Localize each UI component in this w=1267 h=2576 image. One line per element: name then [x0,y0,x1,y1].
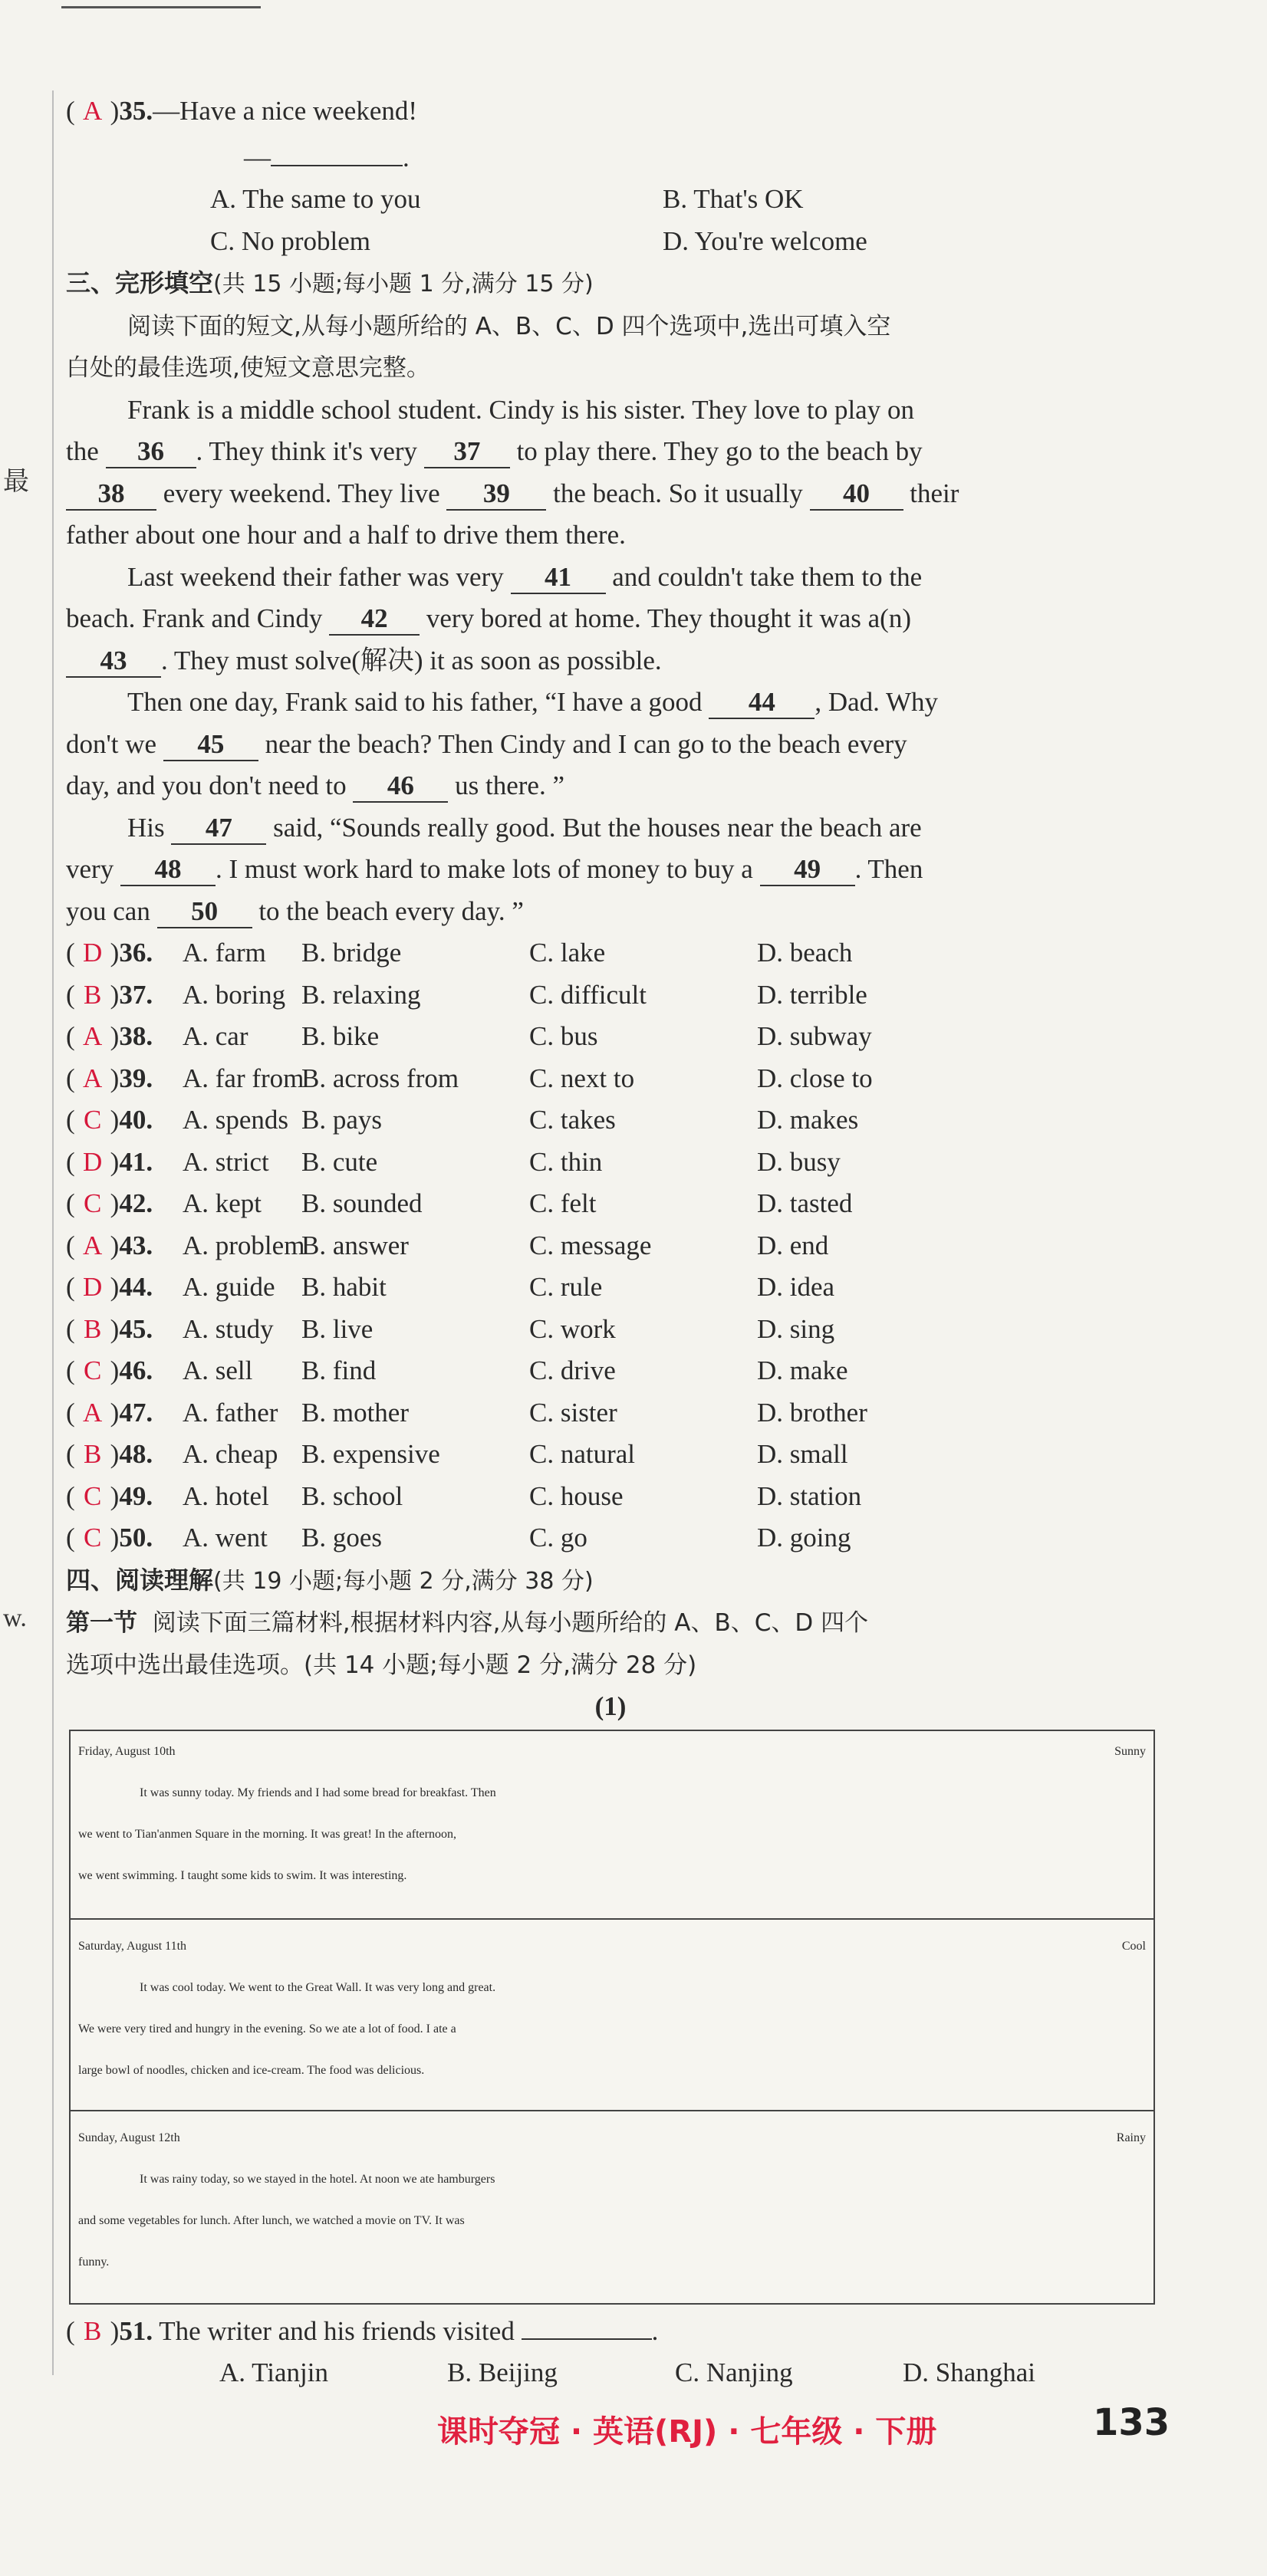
diary-divider [71,1918,1153,1920]
top-rule [61,6,261,8]
passage-line: very 48 . I must work hard to make lots of money to buy a 49 . Then [66,849,1155,891]
question-row: ( A ) 47. A. father B. mother C. sister D. brother [66,1397,867,1428]
diary-entry-sunday: Sunday, August 12th Rainy It was rainy today, so we stayed in the hotel. At noon we ate hamburgers and some vegetables for lunch. After lunch, we watched a movie on TV. It was funny. [71,2118,1153,2283]
blank-46: 46 [353,769,448,803]
section-3-instruction-cont: 白处的最佳选项,使短文意思完整。 [66,354,430,382]
section-4-part-instruction-cont: 选项中选出最佳选项。(共 14 小题;每小题 2 分,满分 28 分) [66,1651,697,1679]
question-row: ( C ) 50. A. went B. goes C. go D. going [66,1523,851,1552]
answer-blank [271,133,403,166]
question-row: ( C ) 49. A. hotel B. school C. house D. station [66,1480,862,1511]
blank-44: 44 [709,685,814,719]
question-row: ( D ) 41. A. strict B. cute C. thin D. busy [66,1146,841,1177]
diary-date: Sunday, August 12th [78,2131,180,2144]
section-3-instruction: 阅读下面的短文,从每小题所给的 A、B、C、D 四个选项中,选出可填入空 [127,312,891,340]
question-row: ( D ) 44. A. guide B. habit C. rule D. idea [66,1272,835,1302]
question-stem: —Have a nice weekend! [153,96,418,126]
diary-divider [71,2110,1153,2111]
left-margin-rule [52,90,54,2375]
question-row: ( C ) 46. A. sell B. find C. drive D. make [66,1355,848,1385]
passage-line: 38 every weekend. They live 39 the beach. So it usually 40 their [66,473,1155,515]
blank-36: 36 [106,435,196,468]
blank-45: 45 [163,728,258,761]
section-4-heading: 四、阅读理解(共 19 小题;每小题 2 分,满分 38 分) [66,1565,594,1595]
passage-line: His 47 said, “Sounds really good. But the houses near the beach are [66,807,1155,849]
question-row: ( B ) 37. A. boring B. relaxing C. difficult D. terrible [66,979,867,1010]
margin-fragment-2: w. [3,1604,27,1632]
diary-weather: Rainy [1116,2131,1146,2144]
question-row: ( C ) 42. A. kept B. sounded C. felt D. tasted [66,1188,853,1218]
passage-number: (1) [594,1691,627,1721]
option-a: A. The same to you [210,184,421,214]
option-c: C. No problem [210,225,371,256]
answer-mark: A [83,96,103,126]
question-row: ( A ) 43. A. problem B. answer C. message D. end [66,1230,829,1260]
blank-37: 37 [424,435,510,468]
option-c: C. Nanjing [675,2358,793,2387]
option-d: D. You're welcome [663,225,867,256]
page-number: 133 [1093,2401,1170,2444]
option-a: A. Tianjin [219,2358,328,2387]
section-4-part-instruction: 第一节 阅读下面三篇材料,根据材料内容,从每小题所给的 A、B、C、D 四个 [66,1609,869,1637]
diary-date: Saturday, August 11th [78,1940,187,1953]
question-row: ( A ) 38. A. car B. bike C. bus D. subway [66,1021,872,1051]
question-row: ( D ) 36. A. farm B. bridge C. lake D. beach [66,938,853,968]
blank-38: 38 [66,477,156,511]
page-content [66,90,1155,1728]
blank-50: 50 [157,895,252,928]
book-series-title: 课时夺冠 · 英语(RJ) · 七年级 · 下册 [437,2414,937,2450]
question-35-options-row2 [66,221,1155,263]
blank-39: 39 [446,477,546,511]
option-b: B. Beijing [447,2358,558,2387]
blank-42: 42 [329,602,420,636]
blank-49: 49 [760,853,855,886]
blank-47: 47 [171,811,266,845]
passage-line: don't we 45 near the beach? Then Cindy and I can go to the beach every [66,724,1155,766]
passage-line: Then one day, Frank said to his father, “I have a good 44 , Dad. Why [66,682,1155,724]
passage-line: father about one hour and a half to drive them there. [66,520,626,550]
question-list [66,932,1155,1559]
diary-passage-box [69,1730,1155,2305]
question-row: ( C ) 40. A. spends B. pays C. takes D. makes [66,1105,859,1135]
blank-43: 43 [66,644,161,678]
margin-fragment-1: 最 [3,468,29,496]
question-row: ( B ) 48. A. cheap B. expensive C. natural D. small [66,1439,848,1469]
answer-blank [522,2306,652,2340]
diary-date: Friday, August 10th [78,1745,176,1758]
diary-entry-friday: Friday, August 10th Sunny It was sunny today. My friends and I had some bread for breakfast. Then we went to Tian'anmen Square in the morning. It was great! In the afternoon, we went swimming. I taught some kids to swim. It was interesting. [71,1731,1153,1897]
passage-line: you can 50 to the beach every day. ” [66,891,1155,933]
option-d: D. Shanghai [903,2358,1036,2387]
question-35-options-row1 [66,179,1155,221]
passage-line: beach. Frank and Cindy 42 very bored at home. They thought it was a(n) [66,598,1155,640]
question-row: ( A ) 39. A. far from B. across from C. next to D. close to [66,1063,873,1093]
passage-line: 43 . They must solve(解决) it as soon as possible. [66,640,1155,682]
passage-line: Last weekend their father was very 41 and couldn't take them to the [66,557,1155,599]
passage-line: the 36 . They think it's very 37 to play there. They go to the beach by [66,431,1155,473]
option-b: B. That's OK [663,184,804,214]
question-51: ( B )51. The writer and his friends visited . A. Tianjin B. Beijing C. Nanjing D. Shanghai [66,2306,1155,2394]
diary-entry-saturday: Saturday, August 11th Cool It was cool today. We went to the Great Wall. It was very long and great. We were very tired and hungry in the evening. So we ate a lot of food. I ate a large bowl of noodles, chicken and ice-cream. The food was delicious. [71,1926,1153,2091]
passage-line: day, and you don't need to 46 us there. ” [66,765,1155,807]
question-35-reply: — . [66,133,1155,179]
passage-line: Frank is a middle school student. Cindy is his sister. They love to play on [127,394,914,425]
diary-weather: Cool [1121,1940,1146,1953]
question-35: ( A )35.—Have a nice weekend! [66,90,1155,133]
question-row: ( B ) 45. A. study B. live C. work D. sing [66,1313,835,1344]
blank-41: 41 [511,560,606,594]
diary-weather: Sunny [1114,1745,1146,1758]
blank-48: 48 [120,853,216,886]
question-stem: The writer and his friends visited [159,2316,515,2346]
section-3-heading: 三、完形填空(共 15 小题;每小题 1 分,满分 15 分) [66,268,594,297]
blank-40: 40 [810,477,903,511]
answer-mark: B [83,2316,102,2346]
